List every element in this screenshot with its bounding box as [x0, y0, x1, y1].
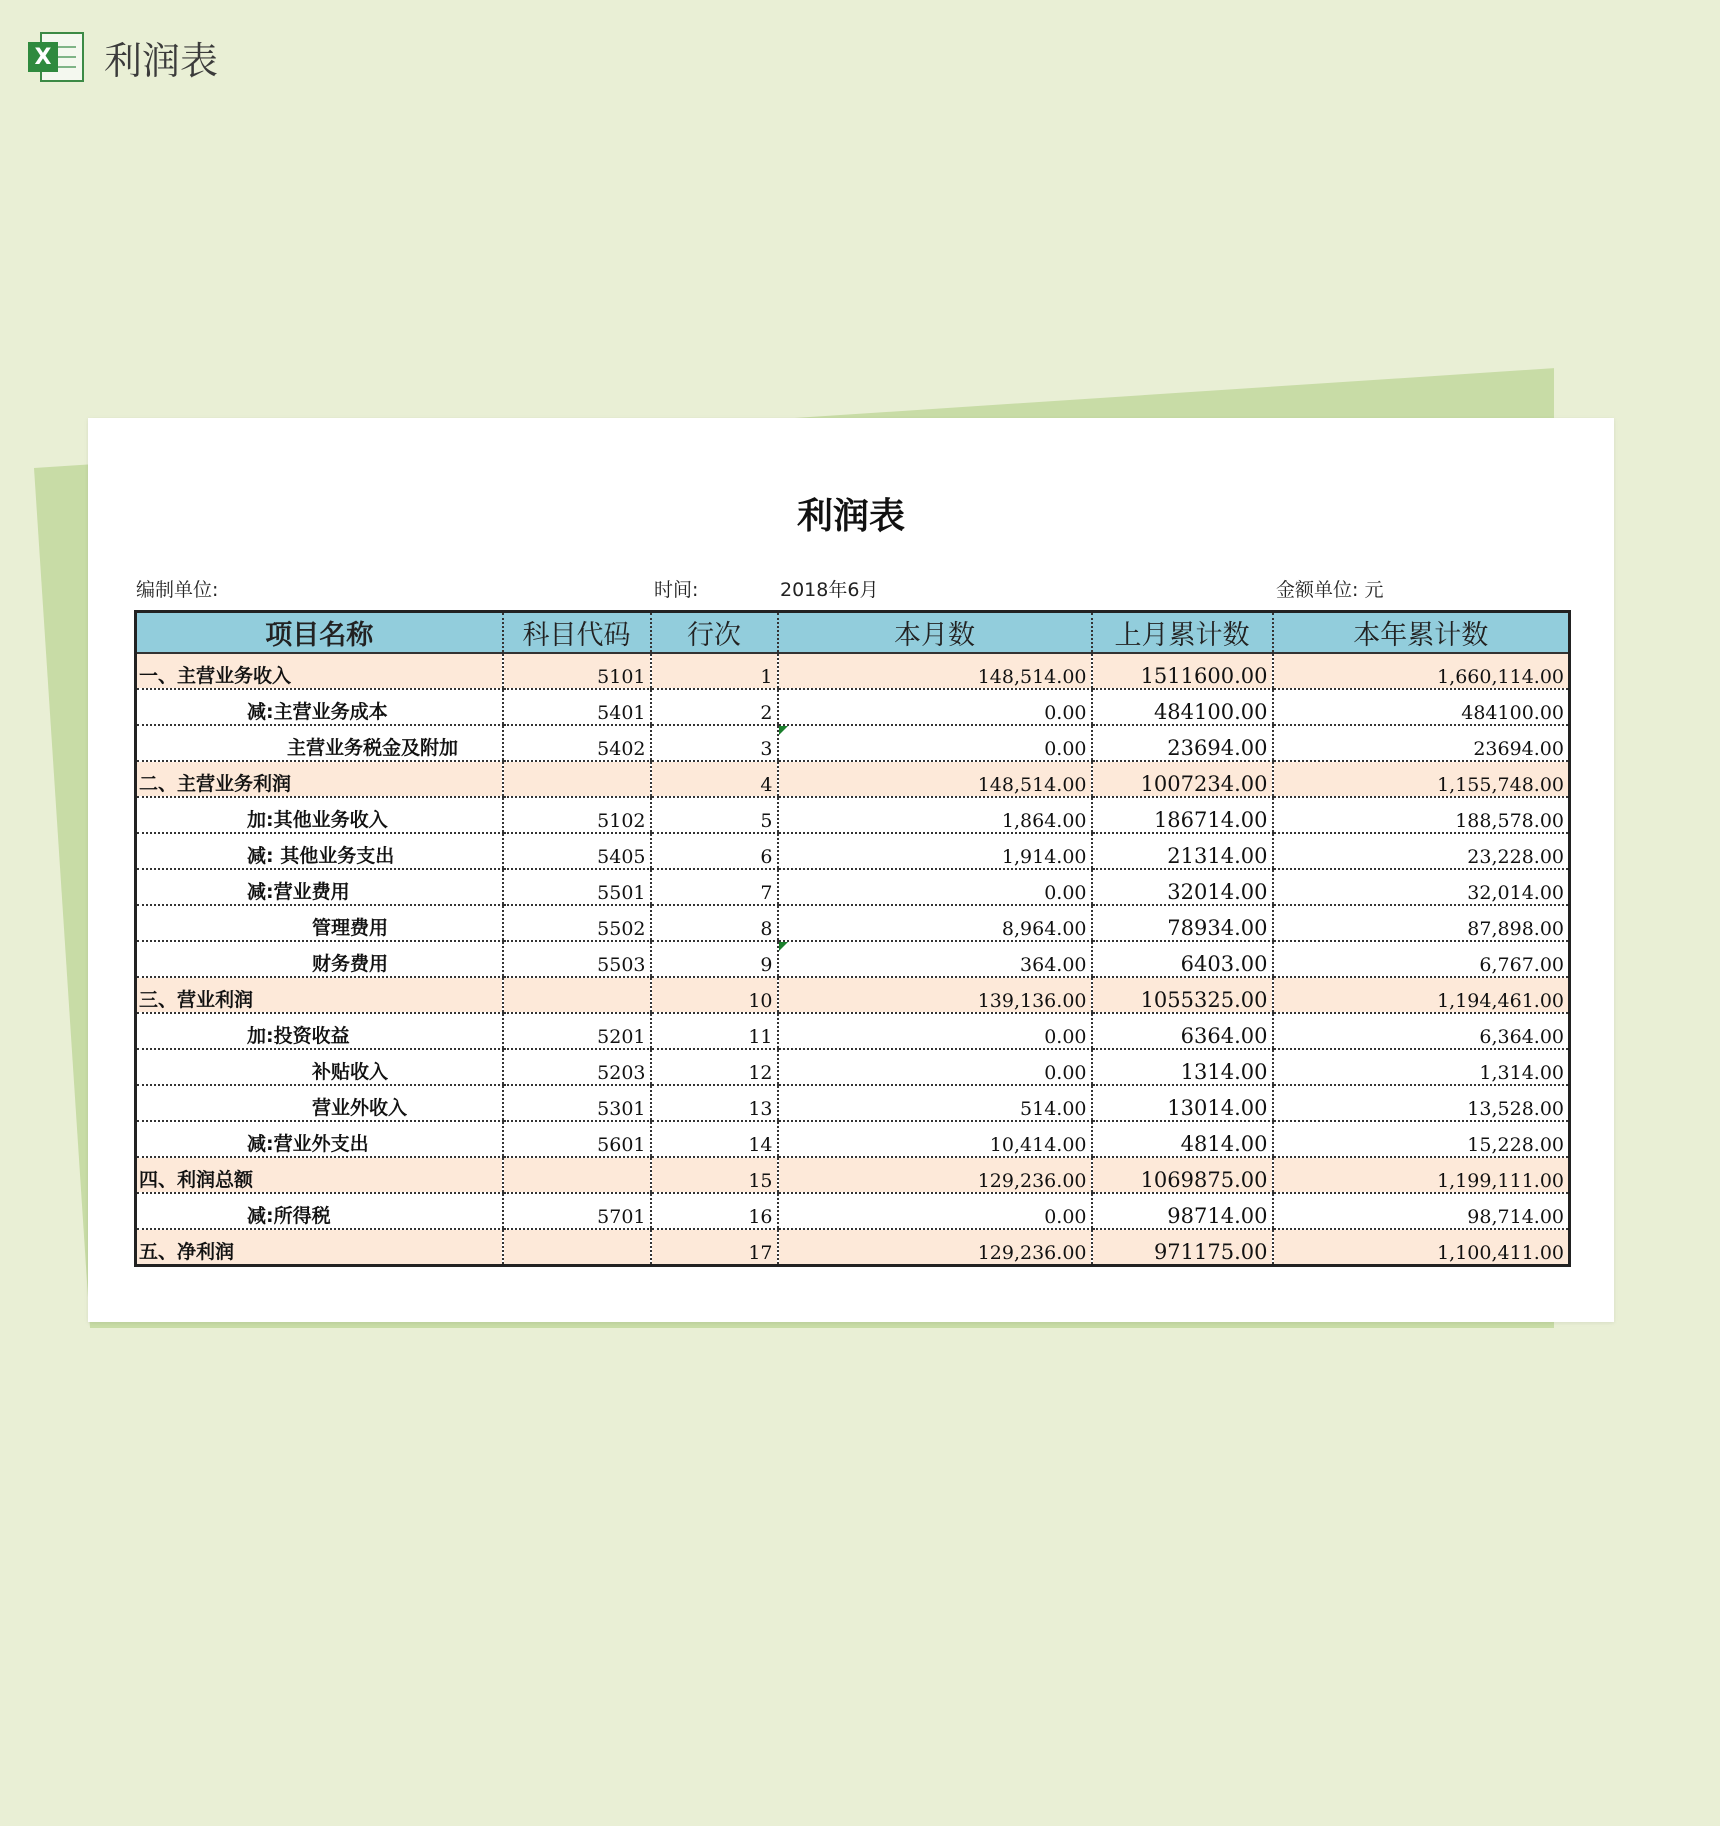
- cell-account-code[interactable]: 5102: [503, 797, 651, 833]
- cell-account-code[interactable]: [503, 1157, 651, 1193]
- cell-current-month[interactable]: 148,514.00: [778, 761, 1092, 797]
- cell-year-cumulative[interactable]: 6,767.00: [1273, 941, 1570, 977]
- cell-line-number[interactable]: 6: [651, 833, 778, 869]
- cell-current-month[interactable]: 0.00: [778, 725, 1092, 761]
- table-row: [136, 761, 1570, 797]
- cell-item-name[interactable]: 财务费用: [136, 941, 503, 977]
- cell-line-number[interactable]: 5: [651, 797, 778, 833]
- cell-previous-cumulative[interactable]: 98714.00: [1092, 1193, 1273, 1229]
- cell-year-cumulative[interactable]: 23694.00: [1273, 725, 1570, 761]
- table-row: [136, 869, 1570, 905]
- cell-line-number[interactable]: 14: [651, 1121, 778, 1157]
- cell-current-month[interactable]: 0.00: [778, 1049, 1092, 1085]
- cell-year-cumulative[interactable]: 1,194,461.00: [1273, 977, 1570, 1013]
- cell-previous-cumulative[interactable]: 6403.00: [1092, 941, 1273, 977]
- cell-line-number[interactable]: 9: [651, 941, 778, 977]
- cell-item-name[interactable]: 减:营业费用: [136, 869, 503, 905]
- table-row: [136, 725, 1570, 761]
- table-row: [136, 689, 1570, 725]
- document-title: 利润表: [796, 495, 905, 537]
- cell-account-code[interactable]: 5101: [503, 653, 651, 689]
- cell-line-number[interactable]: 4: [651, 761, 778, 797]
- header-item-name[interactable]: 项目名称: [136, 612, 503, 654]
- cell-previous-cumulative[interactable]: 484100.00: [1092, 689, 1273, 725]
- table-row: [136, 1229, 1570, 1266]
- cell-item-name[interactable]: 二、主营业务利润: [136, 761, 503, 797]
- cell-previous-cumulative[interactable]: 23694.00: [1092, 725, 1273, 761]
- cell-item-name[interactable]: 营业外收入: [136, 1085, 503, 1121]
- header-year-cumulative[interactable]: 本年累计数: [1273, 612, 1570, 654]
- cell-previous-cumulative[interactable]: 78934.00: [1092, 905, 1273, 941]
- cell-account-code[interactable]: 5601: [503, 1121, 651, 1157]
- preparing-unit-label: 编制单位:: [136, 579, 219, 601]
- app-header: [28, 28, 218, 86]
- income-statement-table: [134, 610, 1571, 1267]
- table-row: [136, 653, 1570, 689]
- app-title: 利润表: [104, 38, 219, 83]
- cell-previous-cumulative[interactable]: 13014.00: [1092, 1085, 1273, 1121]
- cell-current-month[interactable]: 148,514.00: [778, 653, 1092, 689]
- report-date: 2018年6月: [780, 579, 879, 601]
- table-row: [136, 1157, 1570, 1193]
- table-row: [136, 833, 1570, 869]
- cell-current-month[interactable]: 129,236.00: [778, 1229, 1092, 1266]
- cell-previous-cumulative[interactable]: 1069875.00: [1092, 1157, 1273, 1193]
- cell-line-number[interactable]: 1: [651, 653, 778, 689]
- cell-current-month[interactable]: 139,136.00: [778, 977, 1092, 1013]
- cell-previous-cumulative[interactable]: 186714.00: [1092, 797, 1273, 833]
- cell-current-month[interactable]: 129,236.00: [778, 1157, 1092, 1193]
- cell-year-cumulative[interactable]: 1,199,111.00: [1273, 1157, 1570, 1193]
- table-header-row: [136, 612, 1570, 654]
- header-account-code[interactable]: 科目代码: [503, 612, 651, 654]
- cell-line-number[interactable]: 12: [651, 1049, 778, 1085]
- cell-item-name[interactable]: 一、主营业务收入: [136, 653, 503, 689]
- cell-account-code[interactable]: 5203: [503, 1049, 651, 1085]
- cell-year-cumulative[interactable]: 98,714.00: [1273, 1193, 1570, 1229]
- cell-current-month[interactable]: 1,914.00: [778, 833, 1092, 869]
- cell-year-cumulative[interactable]: 6,364.00: [1273, 1013, 1570, 1049]
- cell-item-name[interactable]: 主营业务税金及附加: [136, 725, 503, 761]
- table-row: [136, 1193, 1570, 1229]
- cell-year-cumulative[interactable]: 484100.00: [1273, 689, 1570, 725]
- excel-icon: X: [28, 28, 86, 86]
- cell-current-month[interactable]: 10,414.00: [778, 1121, 1092, 1157]
- cell-item-name[interactable]: 五、净利润: [136, 1229, 503, 1266]
- cell-previous-cumulative[interactable]: 1314.00: [1092, 1049, 1273, 1085]
- cell-current-month[interactable]: 0.00: [778, 869, 1092, 905]
- cell-line-number[interactable]: 15: [651, 1157, 778, 1193]
- cell-account-code[interactable]: 5201: [503, 1013, 651, 1049]
- cell-year-cumulative[interactable]: 1,100,411.00: [1273, 1229, 1570, 1266]
- cell-item-name[interactable]: 三、营业利润: [136, 977, 503, 1013]
- cell-current-month[interactable]: 0.00: [778, 1013, 1092, 1049]
- cell-year-cumulative[interactable]: 15,228.00: [1273, 1121, 1570, 1157]
- table-row: [136, 941, 1570, 977]
- cell-previous-cumulative[interactable]: 21314.00: [1092, 833, 1273, 869]
- cell-item-name[interactable]: 补贴收入: [136, 1049, 503, 1085]
- cell-current-month[interactable]: 514.00: [778, 1085, 1092, 1121]
- cell-line-number[interactable]: 10: [651, 977, 778, 1013]
- cell-current-month[interactable]: 0.00: [778, 689, 1092, 725]
- cell-current-month[interactable]: 0.00: [778, 1193, 1092, 1229]
- cell-account-code[interactable]: [503, 977, 651, 1013]
- cell-previous-cumulative[interactable]: 6364.00: [1092, 1013, 1273, 1049]
- table-row: [136, 905, 1570, 941]
- cell-previous-cumulative[interactable]: 1511600.00: [1092, 653, 1273, 689]
- cell-account-code[interactable]: 5405: [503, 833, 651, 869]
- cell-item-name[interactable]: 加:投资收益: [136, 1013, 503, 1049]
- cell-year-cumulative[interactable]: 188,578.00: [1273, 797, 1570, 833]
- cell-account-code[interactable]: 5301: [503, 1085, 651, 1121]
- cell-account-code[interactable]: 5503: [503, 941, 651, 977]
- header-current-month[interactable]: 本月数: [778, 612, 1092, 654]
- header-line-number[interactable]: 行次: [651, 612, 778, 654]
- table-row: [136, 977, 1570, 1013]
- cell-item-name[interactable]: 加:其他业务收入: [136, 797, 503, 833]
- cell-year-cumulative[interactable]: 13,528.00: [1273, 1085, 1570, 1121]
- table-row: [136, 1085, 1570, 1121]
- cell-previous-cumulative[interactable]: 971175.00: [1092, 1229, 1273, 1266]
- cell-item-name[interactable]: 管理费用: [136, 905, 503, 941]
- cell-account-code[interactable]: 5502: [503, 905, 651, 941]
- cell-current-month[interactable]: 1,864.00: [778, 797, 1092, 833]
- cell-line-number[interactable]: 11: [651, 1013, 778, 1049]
- cell-line-number[interactable]: 16: [651, 1193, 778, 1229]
- cell-year-cumulative[interactable]: 1,155,748.00: [1273, 761, 1570, 797]
- cell-line-number[interactable]: 2: [651, 689, 778, 725]
- report-sheet: [88, 418, 1614, 1322]
- cell-line-number[interactable]: 3: [651, 725, 778, 761]
- cell-account-code[interactable]: 5402: [503, 725, 651, 761]
- cell-year-cumulative[interactable]: 23,228.00: [1273, 833, 1570, 869]
- cell-account-code[interactable]: 5501: [503, 869, 651, 905]
- currency-unit-label: 金额单位: 元: [1276, 579, 1384, 601]
- cell-account-code[interactable]: [503, 1229, 651, 1266]
- cell-current-month[interactable]: 364.00: [778, 941, 1092, 977]
- cell-year-cumulative[interactable]: 1,660,114.00: [1273, 653, 1570, 689]
- cell-account-code[interactable]: 5401: [503, 689, 651, 725]
- cell-item-name[interactable]: 减: 其他业务支出: [136, 833, 503, 869]
- time-label: 时间:: [654, 579, 699, 601]
- cell-previous-cumulative[interactable]: 32014.00: [1092, 869, 1273, 905]
- cell-item-name[interactable]: 四、利润总额: [136, 1157, 503, 1193]
- cell-account-code[interactable]: 5701: [503, 1193, 651, 1229]
- cell-current-month[interactable]: 8,964.00: [778, 905, 1092, 941]
- cell-previous-cumulative[interactable]: 1055325.00: [1092, 977, 1273, 1013]
- cell-line-number[interactable]: 13: [651, 1085, 778, 1121]
- cell-line-number[interactable]: 17: [651, 1229, 778, 1266]
- header-previous-cumulative[interactable]: 上月累计数: [1092, 612, 1273, 654]
- cell-line-number[interactable]: 7: [651, 869, 778, 905]
- cell-year-cumulative[interactable]: 1,314.00: [1273, 1049, 1570, 1085]
- cell-line-number[interactable]: 8: [651, 905, 778, 941]
- cell-year-cumulative[interactable]: 87,898.00: [1273, 905, 1570, 941]
- table-row: [136, 1121, 1570, 1157]
- cell-account-code[interactable]: [503, 761, 651, 797]
- cell-item-name[interactable]: 减:主营业务成本: [136, 689, 503, 725]
- cell-previous-cumulative[interactable]: 1007234.00: [1092, 761, 1273, 797]
- cell-item-name[interactable]: 减:所得税: [136, 1193, 503, 1229]
- cell-previous-cumulative[interactable]: 4814.00: [1092, 1121, 1273, 1157]
- table-row: [136, 1013, 1570, 1049]
- table-row: [136, 797, 1570, 833]
- cell-year-cumulative[interactable]: 32,014.00: [1273, 869, 1570, 905]
- cell-item-name[interactable]: 减:营业外支出: [136, 1121, 503, 1157]
- table-row: [136, 1049, 1570, 1085]
